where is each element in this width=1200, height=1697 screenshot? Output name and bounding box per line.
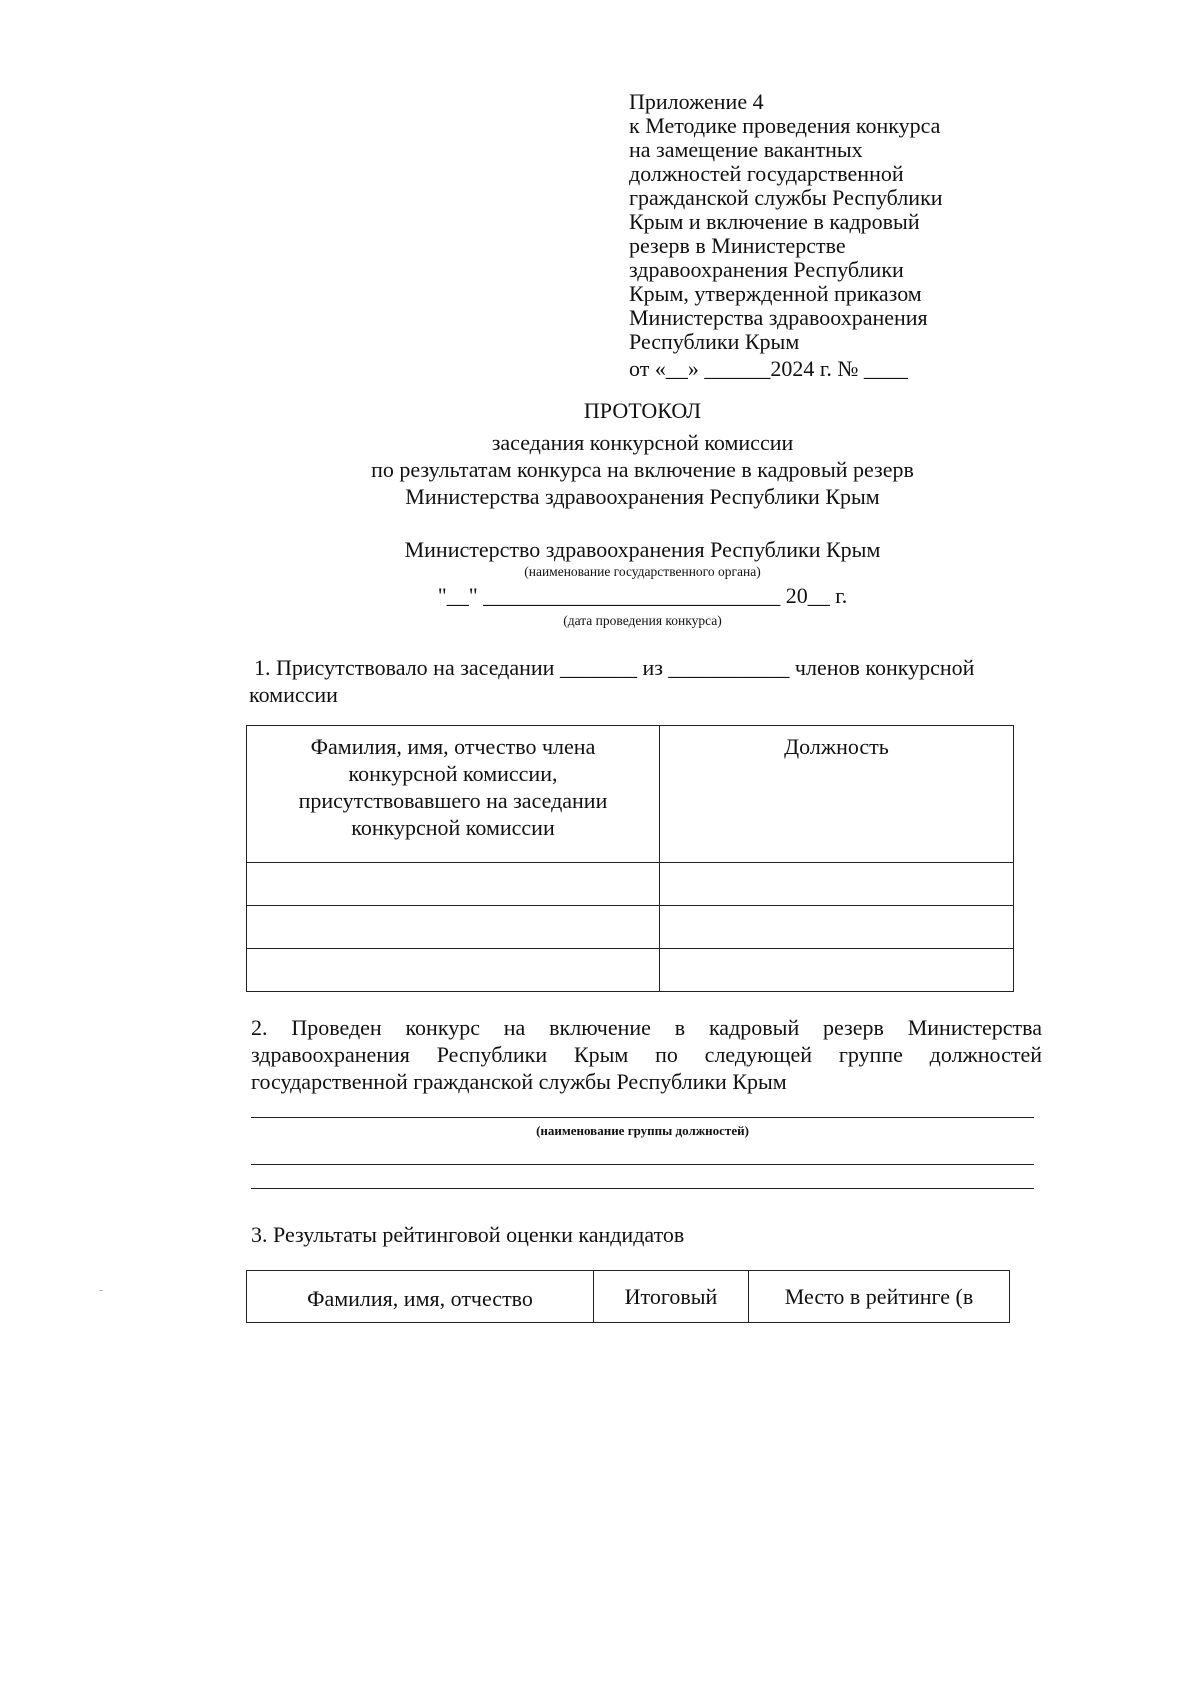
scan-artifact (99, 1290, 103, 1291)
position-group-line (251, 1164, 1034, 1165)
appendix-line: здравоохранения Республики (629, 257, 904, 282)
header-rating-place: Место в рейтинге (в (749, 1271, 1010, 1323)
appendix-date-line: от «__» ______2024 г. № ____ (629, 356, 908, 381)
header-member-name: Фамилия, имя, отчество члена конкурсной комиссии, присутствовавшего на заседании конкурсной комиссии (247, 726, 660, 863)
position-group-line (251, 1188, 1034, 1189)
appendix-header (629, 90, 989, 381)
header-total-score: Итоговый (594, 1271, 749, 1323)
section2-text: государственной гражданской службы Республики Крым (251, 1069, 787, 1094)
commission-members-table (246, 725, 1014, 992)
rating-results-table (246, 1270, 1010, 1323)
appendix-line: Приложение 4 (629, 89, 764, 114)
table-row (247, 863, 1014, 906)
appendix-line: Министерства здравоохранения (629, 305, 928, 330)
position-group-line (251, 1117, 1034, 1118)
appendix-line: резерв в Министерстве (629, 233, 846, 258)
table-cell (247, 906, 660, 949)
table-cell (660, 906, 1014, 949)
appendix-line: Республики Крым (629, 329, 800, 354)
table-header-row (247, 726, 1014, 863)
document-title: ПРОТОКОЛ (583, 398, 702, 423)
contest-date-field: "__" ___________________________ 20__ г. (437, 583, 848, 608)
document-subtitle: Министерства здравоохранения Республики Крым (405, 484, 880, 509)
document-subtitle: по результатам конкурса на включение в кадровый резерв (371, 457, 914, 482)
table-row (247, 949, 1014, 992)
organ-name-caption: (наименование государственного органа) (524, 564, 761, 579)
position-group-caption: (наименование группы должностей) (536, 1123, 749, 1138)
organ-name: Министерство здравоохранения Республики Крым (404, 537, 881, 562)
section3-heading: 3. Результаты рейтинговой оценки кандидатов (251, 1222, 685, 1247)
table-cell (660, 863, 1014, 906)
contest-date-caption: (дата проведения конкурса) (563, 613, 722, 628)
appendix-line: к Методике проведения конкурса (629, 113, 941, 138)
appendix-line: гражданской службы Республики (629, 185, 943, 210)
document-subtitle: заседания конкурсной комиссии (491, 430, 794, 455)
section1-text-cont: комиссии (249, 682, 338, 707)
section2-text: 2. Проведен конкурс на включение в кадровый резерв Министерства (251, 1015, 1042, 1040)
header-candidate-name: Фамилия, имя, отчество (247, 1271, 594, 1323)
section2-text: здравоохранения Республики Крым по следующей группе должностей (251, 1042, 1042, 1067)
header-position: Должность (660, 726, 1014, 863)
appendix-line: должностей государственной (629, 161, 904, 186)
table-row (247, 906, 1014, 949)
appendix-line: Крым, утвержденной приказом (629, 281, 922, 306)
table-cell (660, 949, 1014, 992)
table-header-row (247, 1271, 1010, 1323)
section1-text: 1. Присутствовало на заседании _______ из ___________ членов конкурсной (254, 655, 975, 680)
table-cell (247, 949, 660, 992)
appendix-line: на замещение вакантных (629, 137, 863, 162)
table-cell (247, 863, 660, 906)
appendix-line: Крым и включение в кадровый (629, 209, 920, 234)
